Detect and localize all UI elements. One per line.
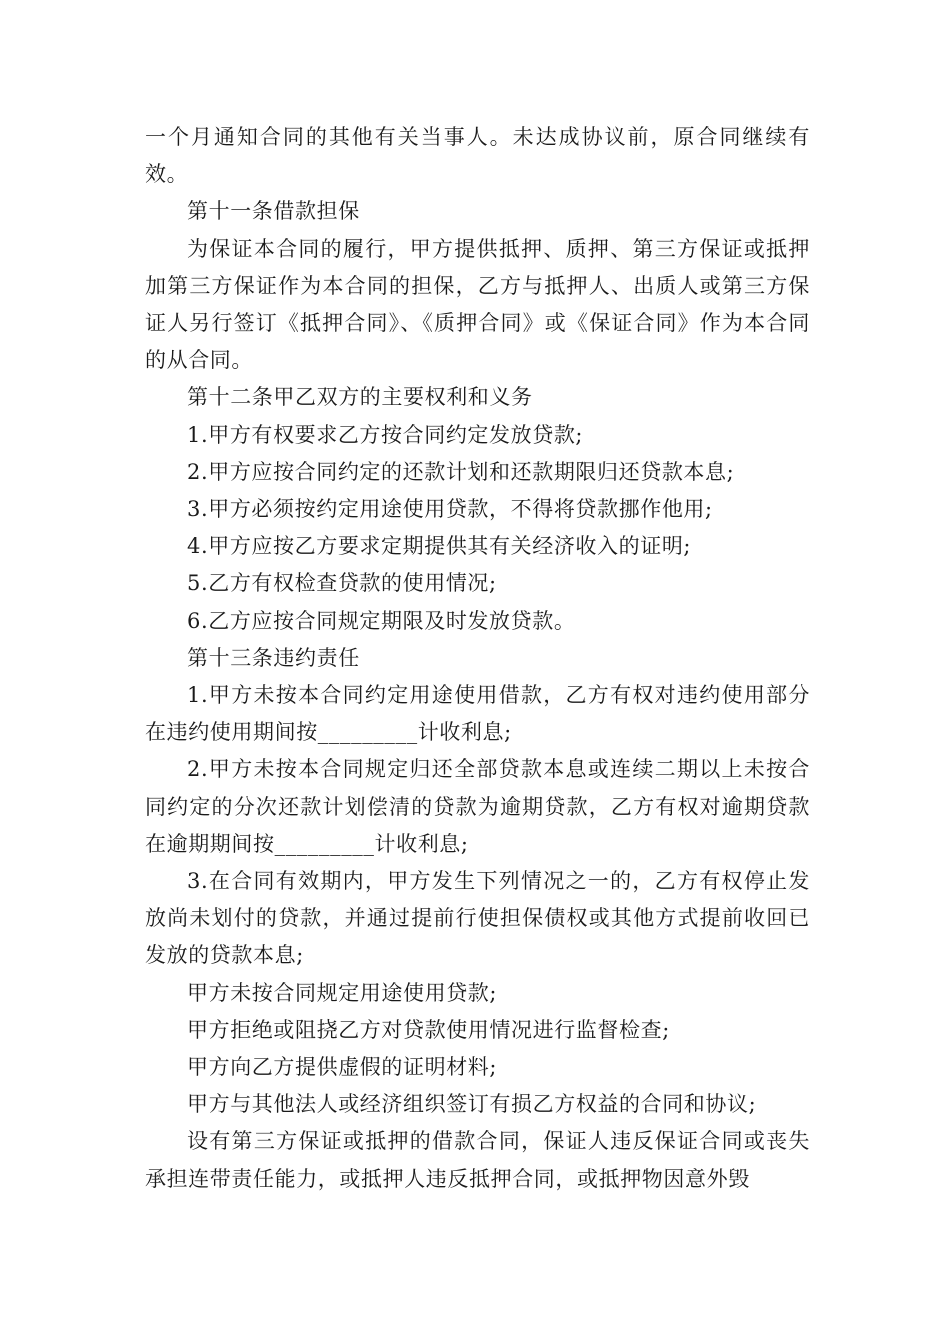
article-12-item: 3.甲方必须按约定用途使用贷款，不得将贷款挪作他用; <box>187 497 713 522</box>
document-body <box>145 119 810 1198</box>
article-13-item: 3.在合同有效期内，甲方发生下列情况之一的，乙方有权停止发放尚未划付的贷款，并通过提前行使担保债权或其他方式提前收回已发放的贷款本息; <box>145 869 810 968</box>
article-12-item: 6.乙方应按合同规定期限及时发放贷款。 <box>187 608 576 633</box>
article-13-case: 甲方与其他法人或经济组织签订有损乙方权益的合同和协议; <box>187 1092 757 1117</box>
article-11-body: 为保证本合同的履行，甲方提供抵押、质押、第三方保证或抵押加第三方保证作为本合同的担保，乙方与抵押人、出质人或第三方保证人另行签订《抵押合同》、《质押合同》或《保证合同》作为本合同的从合同。 <box>145 236 810 373</box>
article-13-case: 设有第三方保证或抵押的借款合同，保证人违反保证合同或丧失承担连带责任能力，或抵押人违反抵押合同，或抵押物因意外毁 <box>145 1129 810 1191</box>
paragraph-continuation: 一个月通知合同的其他有关当事人。未达成协议前，原合同继续有效。 <box>145 125 810 187</box>
article-13-case: 甲方未按合同规定用途使用贷款; <box>187 980 498 1005</box>
article-11-heading: 第十一条借款担保 <box>187 199 360 224</box>
article-13-heading: 第十三条违约责任 <box>187 645 360 670</box>
article-13-item: 1.甲方未按本合同约定用途使用借款，乙方有权对违约使用部分在违约使用期间按_________计收利息; <box>145 683 810 745</box>
article-12-item: 1.甲方有权要求乙方按合同约定发放贷款; <box>187 422 584 447</box>
article-13-case: 甲方向乙方提供虚假的证明材料; <box>187 1055 498 1080</box>
article-12-item: 2.甲方应按合同约定的还款计划和还款期限归还贷款本息; <box>187 459 735 484</box>
article-12-item: 4.甲方应按乙方要求定期提供其有关经济收入的证明; <box>187 534 692 559</box>
article-12-heading: 第十二条甲乙双方的主要权利和义务 <box>187 385 533 410</box>
article-12-item: 5.乙方有权检查贷款的使用情况; <box>187 571 497 596</box>
article-13-item: 2.甲方未按本合同规定归还全部贷款本息或连续二期以上未按合同约定的分次还款计划偿清的贷款为逾期贷款，乙方有权对逾期贷款在逾期期间按_________计收利息; <box>145 757 810 856</box>
article-13-case: 甲方拒绝或阻挠乙方对贷款使用情况进行监督检查; <box>187 1017 670 1042</box>
